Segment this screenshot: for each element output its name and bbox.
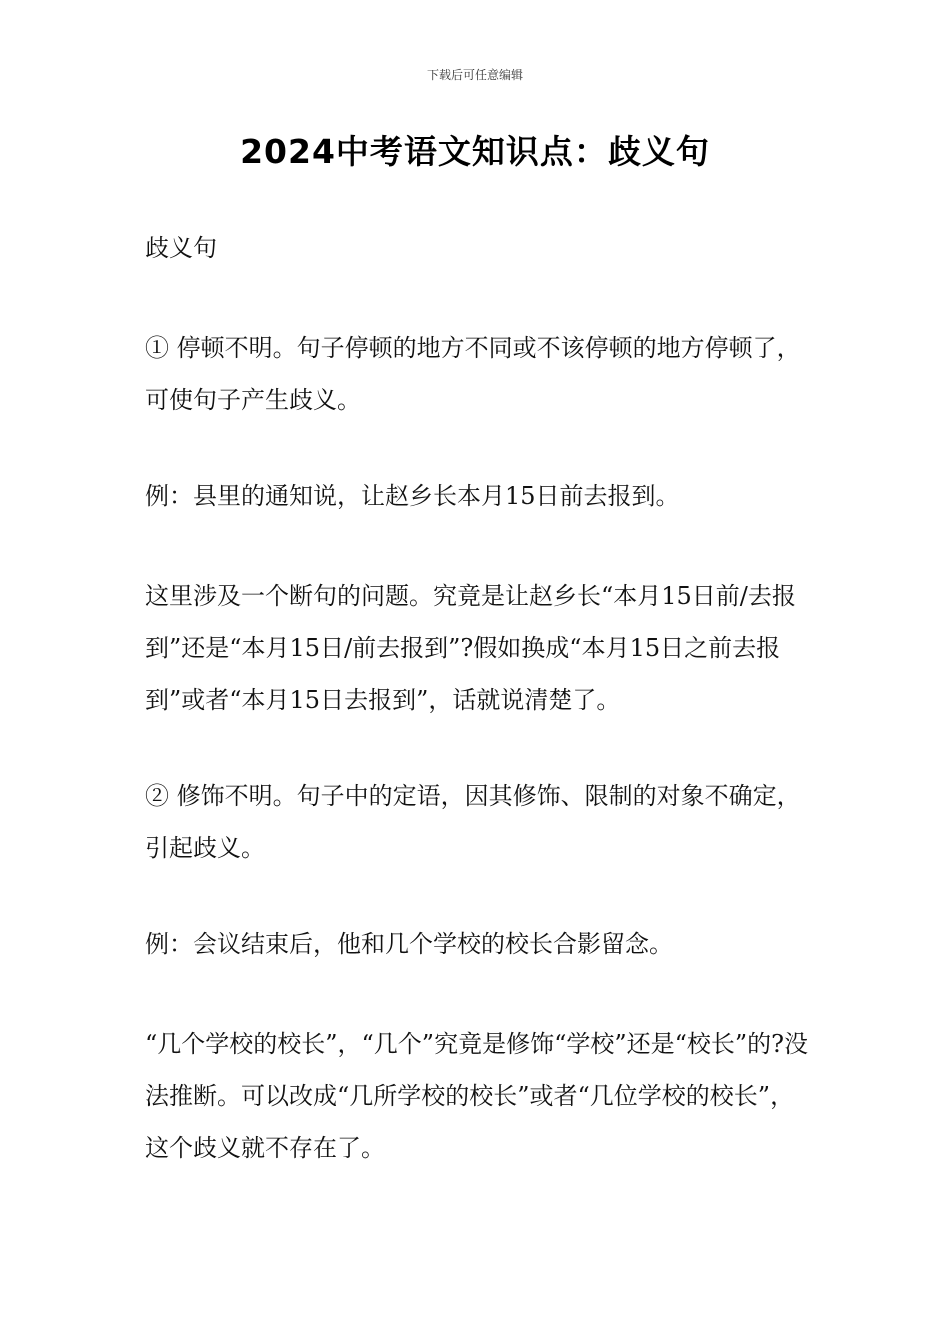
header-note: 下载后可任意编辑 [426,68,523,82]
paragraph-explanation-1: 这里涉及一个断句的问题。究竟是让赵乡长“本月15日前/去报到”还是“本月15日/前去报到”?假如换成“本月15日之前去报到”或者“本月15日去报到”，话就说清楚了。 [145,582,796,714]
paragraph-example-2: 例：会议结束后，他和几个学校的校长合影留念。 [145,930,673,958]
paragraph-example-1: 例：县里的通知说，让赵乡长本月15日前去报到。 [145,482,680,510]
document-title: 2024中考语文知识点：歧义句 [240,132,710,171]
paragraph-explanation-2: “几个学校的校长”，“几个”究竟是修饰“学校”还是“校长”的?没法推断。可以改成“几所学校的校长”或者“几位学校的校长”，这个歧义就不存在了。 [145,1030,809,1162]
paragraph-modifier-ambiguity: ② 修饰不明。句子中的定语，因其修饰、限制的对象不确定，引起歧义。 [145,782,801,862]
paragraph-pause-ambiguity: ① 停顿不明。句子停顿的地方不同或不该停顿的地方停顿了，可使句子产生歧义。 [145,334,801,414]
section-heading: 歧义句 [145,234,217,262]
